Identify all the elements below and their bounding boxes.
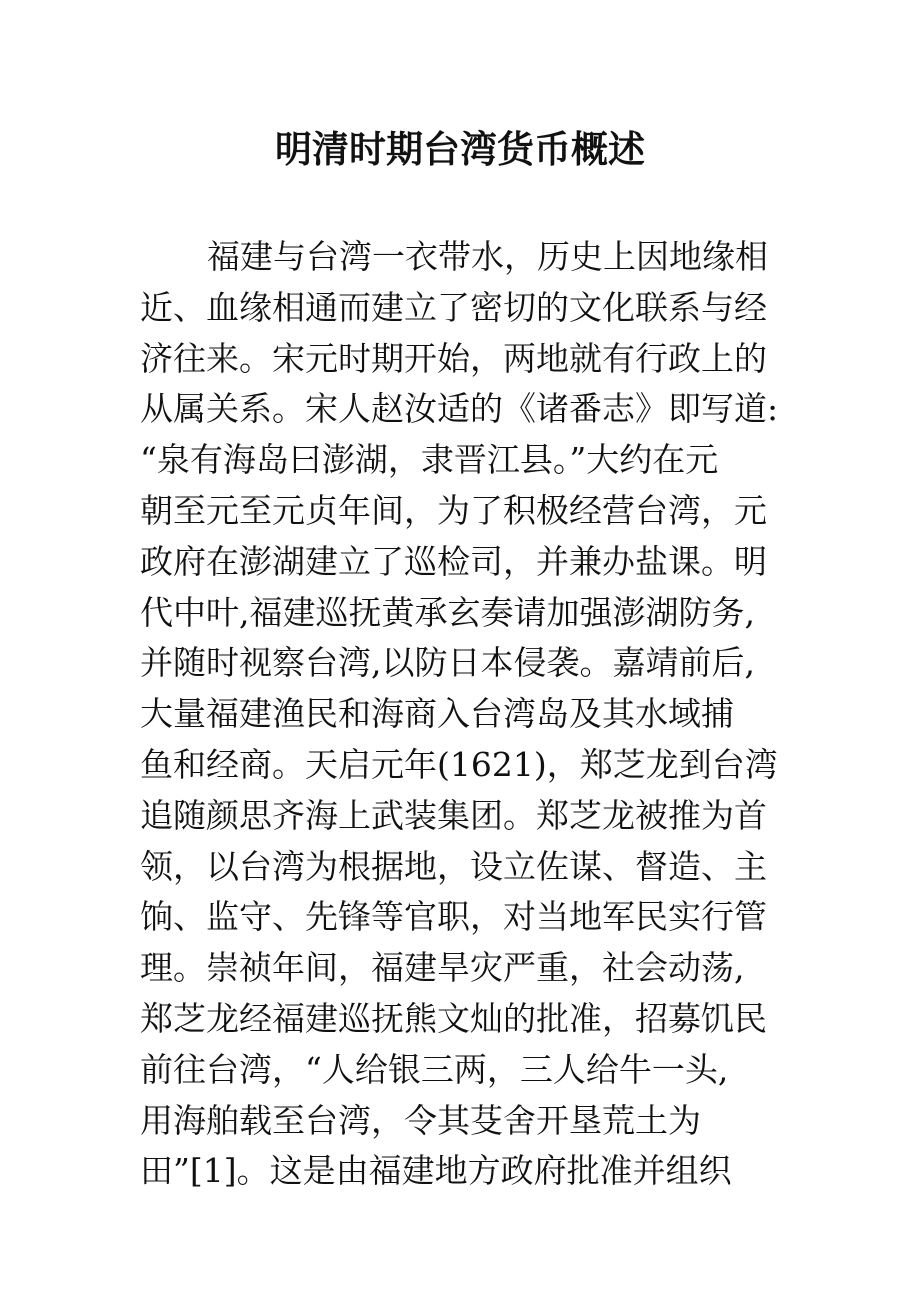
paragraph-line: 并随时视察台湾,以防日本侵袭。嘉靖前后, <box>140 643 755 683</box>
paragraph-line: 朝至元至元贞年间，为了积极经营台湾，元 <box>140 490 767 530</box>
paragraph-line: 领，以台湾为根据地，设立佐谋、督造、主 <box>140 846 767 886</box>
paragraph-line: 理。崇祯年间，福建旱灾严重，社会动荡, <box>140 948 745 988</box>
paragraph-line: 饷、监守、先锋等官职，对当地军民实行管 <box>140 897 767 937</box>
document-title: 明清时期台湾货币概述 <box>275 127 645 171</box>
paragraph-line: 郑芝龙经福建巡抚熊文灿的批准，招募饥民 <box>140 998 767 1038</box>
paragraph-line: 济往来。宋元时期开始，两地就有行政上的 <box>140 338 767 378</box>
document-body <box>140 232 800 1197</box>
paragraph-line: 田”[1]。这是由福建地方政府批准并组织 <box>140 1151 732 1191</box>
paragraph-line: “泉有海岛曰澎湖，隶晋江县。”大约在元 <box>140 440 719 480</box>
paragraph-line: 近、血缘相通而建立了密切的文化联系与经 <box>140 287 767 327</box>
paragraph-line: 用海舶载至台湾，令其芟舍开垦荒土为 <box>140 1100 701 1140</box>
paragraph-line: 代中叶,福建巡抚黄承玄奏请加强澎湖防务, <box>140 592 755 632</box>
paragraph-line: 鱼和经商。天启元年(1621)，郑芝龙到台湾 <box>140 744 778 784</box>
paragraph-line: 从属关系。宋人赵汝适的《诸番志》即写道: <box>140 389 779 429</box>
paragraph-line: 福建与台湾一衣带水，历史上因地缘相 <box>207 237 768 276</box>
paragraph-line: 追随颜思齐海上武装集团。郑芝龙被推为首 <box>140 795 767 835</box>
paragraph-line: 大量福建渔民和海商入台湾岛及其水域捕 <box>140 694 734 734</box>
paragraph-line: 前往台湾，“人给银三两，三人给牛一头, <box>140 1049 729 1089</box>
paragraph-line: 政府在澎湖建立了巡检司，并兼办盐课。明 <box>140 541 767 581</box>
